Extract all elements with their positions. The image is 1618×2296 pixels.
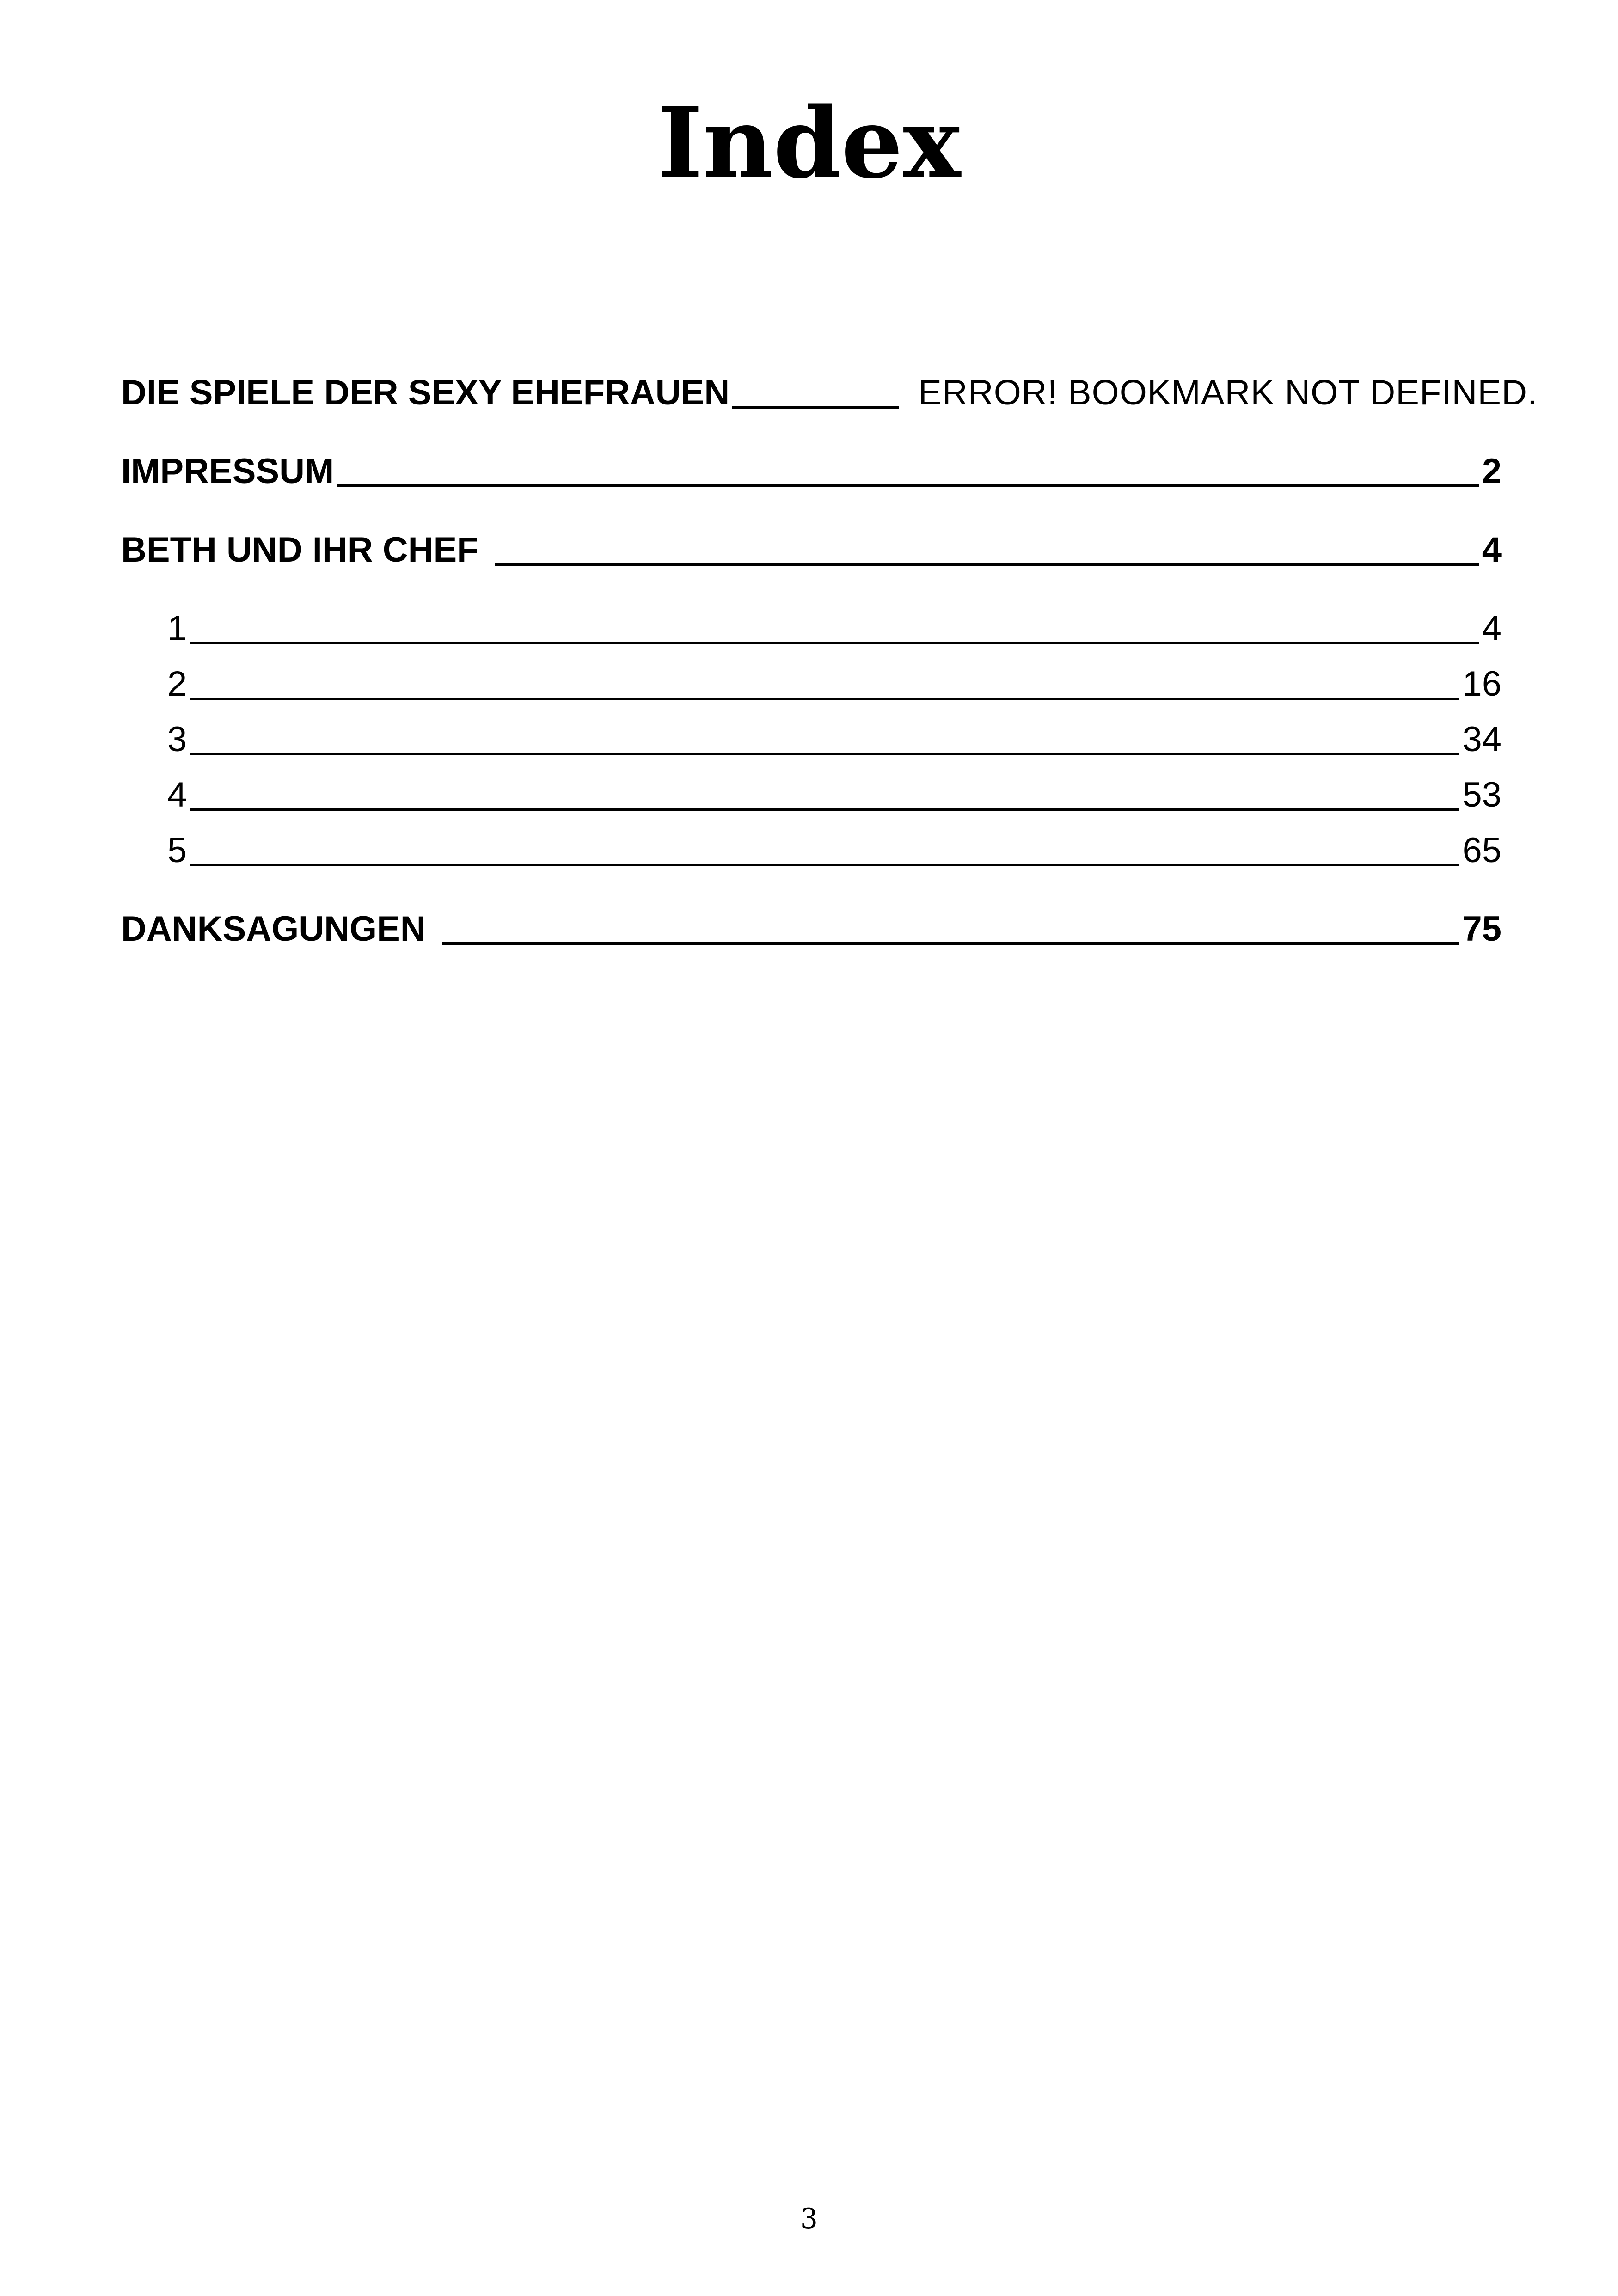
toc-leader-line <box>190 698 1459 700</box>
toc-entry-page: 53 <box>1462 775 1502 814</box>
toc-entry-label: 3 <box>167 720 187 759</box>
toc-entry-label: 4 <box>167 775 187 814</box>
toc-entry-page: 65 <box>1462 831 1502 870</box>
toc-entry-danksagungen[interactable] <box>121 901 1502 952</box>
toc-entry-label: BETH UND IHR CHEF <box>121 530 478 569</box>
toc-leader-line <box>190 864 1459 866</box>
toc-leader-line <box>190 753 1459 755</box>
toc-entry-page: 34 <box>1462 720 1502 759</box>
toc-entry-page: ERROR! BOOKMARK NOT DEFINED. <box>918 373 1538 412</box>
toc-entry-die-spiele-der-sexy-ehefrauen[interactable] <box>121 365 1538 416</box>
toc-entry-beth-und-ihr-chef[interactable] <box>121 522 1502 573</box>
page-number: 3 <box>800 2203 818 2235</box>
toc-entry-page: 4 <box>1482 530 1502 569</box>
toc-leader-line <box>190 808 1459 811</box>
toc-entry-impressum[interactable] <box>121 444 1502 495</box>
toc-entry-label: DANKSAGUNGEN <box>121 909 426 949</box>
toc-leader-line <box>442 942 1460 945</box>
toc-entry-chapter-2[interactable] <box>121 656 1502 707</box>
toc-entry-chapter-5[interactable] <box>121 823 1502 874</box>
toc-entry-page: 4 <box>1482 609 1502 648</box>
page-title: Index <box>657 86 961 200</box>
toc-entry-label: 5 <box>167 831 187 870</box>
toc-entry-page: 2 <box>1482 452 1502 491</box>
toc-entry-page: 16 <box>1462 664 1502 704</box>
toc-entry-chapter-1[interactable] <box>121 601 1502 652</box>
toc-entry-page: 75 <box>1462 909 1502 949</box>
toc-leader-line <box>190 642 1479 644</box>
toc-leader-line <box>495 563 1479 566</box>
toc-entry-label: 2 <box>167 664 187 704</box>
toc-entry-label: 1 <box>167 609 187 648</box>
toc-entry-chapter-3[interactable] <box>121 712 1502 763</box>
toc-leader-line <box>732 406 899 409</box>
toc-entry-chapter-4[interactable] <box>121 767 1502 818</box>
toc-leader-line <box>337 484 1479 487</box>
toc-entry-label: DIE SPIELE DER SEXY EHEFRAUEN <box>121 373 730 412</box>
toc-entry-label: IMPRESSUM <box>121 452 334 491</box>
